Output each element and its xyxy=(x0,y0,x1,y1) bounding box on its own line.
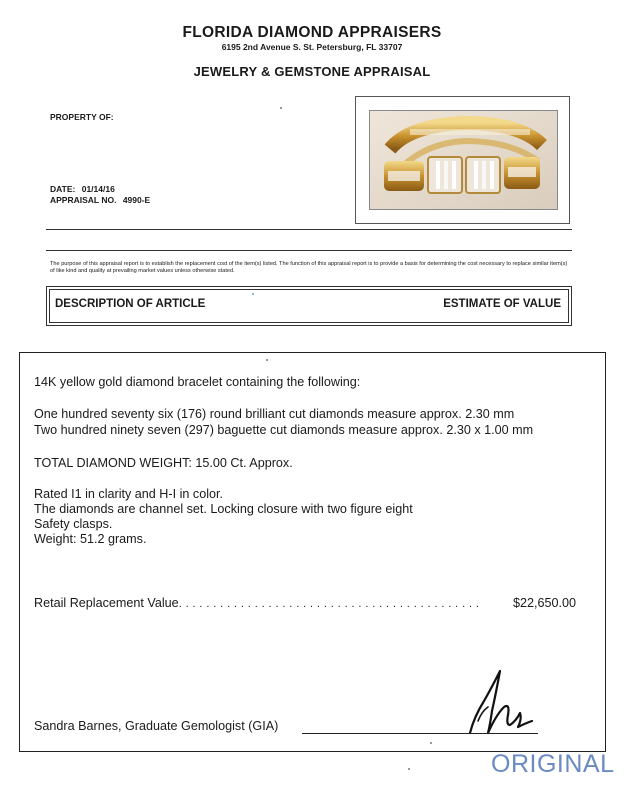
replacement-value-amount: $22,650.00 xyxy=(512,596,576,610)
purpose-statement: The purpose of this appraisal report is to establish the replacement cost of the item(s) listed. The function of this appraisal report is to provide a basis for determining the cost necessary to replace similar item(s) of like kind and quality at prevailing market values unless otherwise stated. xyxy=(50,261,568,275)
appraisal-number-label: APPRAISAL NO. xyxy=(50,195,117,205)
value-leader-dots: . . . . . . . . . . . . . . . . . . . . . . . . . . . . . . . . . . . . . . . . . . . . xyxy=(178,598,480,610)
scan-speck xyxy=(280,107,282,109)
property-of-label: PROPERTY OF: xyxy=(50,112,114,122)
document-title: JEWELRY & GEMSTONE APPRAISAL xyxy=(193,64,431,79)
bracelet-photo xyxy=(369,110,558,210)
total-diamond-weight: TOTAL DIAMOND WEIGHT: 15.00 Ct. Approx. xyxy=(34,456,293,470)
signature-line xyxy=(302,733,538,734)
divider-line xyxy=(46,229,572,230)
description-header: DESCRIPTION OF ARTICLE xyxy=(55,298,206,310)
date-label: DATE: xyxy=(50,184,76,194)
scan-speck xyxy=(266,359,268,361)
diamond-line-round: One hundred seventy six (176) round brilliant cut diamonds measure approx. 2.30 mm xyxy=(34,407,515,421)
appraisal-number-value: 4990-E xyxy=(122,195,151,205)
estimate-header: ESTIMATE OF VALUE xyxy=(443,298,561,310)
company-name: FLORIDA DIAMOND APPRAISERS xyxy=(182,24,442,41)
replacement-value-label: Retail Replacement Value xyxy=(34,596,179,610)
company-address: 6195 2nd Avenue S. St. Petersburg, FL 33707 xyxy=(221,42,403,52)
divider-line xyxy=(46,250,572,251)
scan-speck xyxy=(408,768,410,770)
diamond-line-baguette: Two hundred ninety seven (297) baguette cut diamonds measure approx. 2.30 x 1.00 mm xyxy=(34,423,534,437)
scan-speck xyxy=(252,293,254,295)
item-photo-frame xyxy=(355,96,570,224)
detail-clarity: Rated I1 in clarity and H-I in color. xyxy=(34,487,223,501)
scan-speck xyxy=(430,742,432,744)
item-description-box xyxy=(19,352,606,752)
date-value: 01/14/16 xyxy=(81,184,115,194)
detail-clasps: Safety clasps. xyxy=(34,517,113,531)
date-row xyxy=(50,184,115,194)
original-stamp: ORIGINAL xyxy=(491,750,615,778)
item-intro: 14K yellow gold diamond bracelet containing the following: xyxy=(34,375,361,389)
appraisal-number-row xyxy=(50,195,150,205)
appraiser-name: Sandra Barnes, Graduate Gemologist (GIA) xyxy=(34,719,279,733)
signature-mark xyxy=(440,667,540,741)
detail-setting: The diamonds are channel set. Locking closure with two figure eight xyxy=(34,502,413,516)
column-header-inner xyxy=(49,289,569,323)
column-header-box xyxy=(46,286,572,326)
replacement-value-row xyxy=(34,596,590,613)
detail-weight: Weight: 51.2 grams. xyxy=(34,532,147,546)
